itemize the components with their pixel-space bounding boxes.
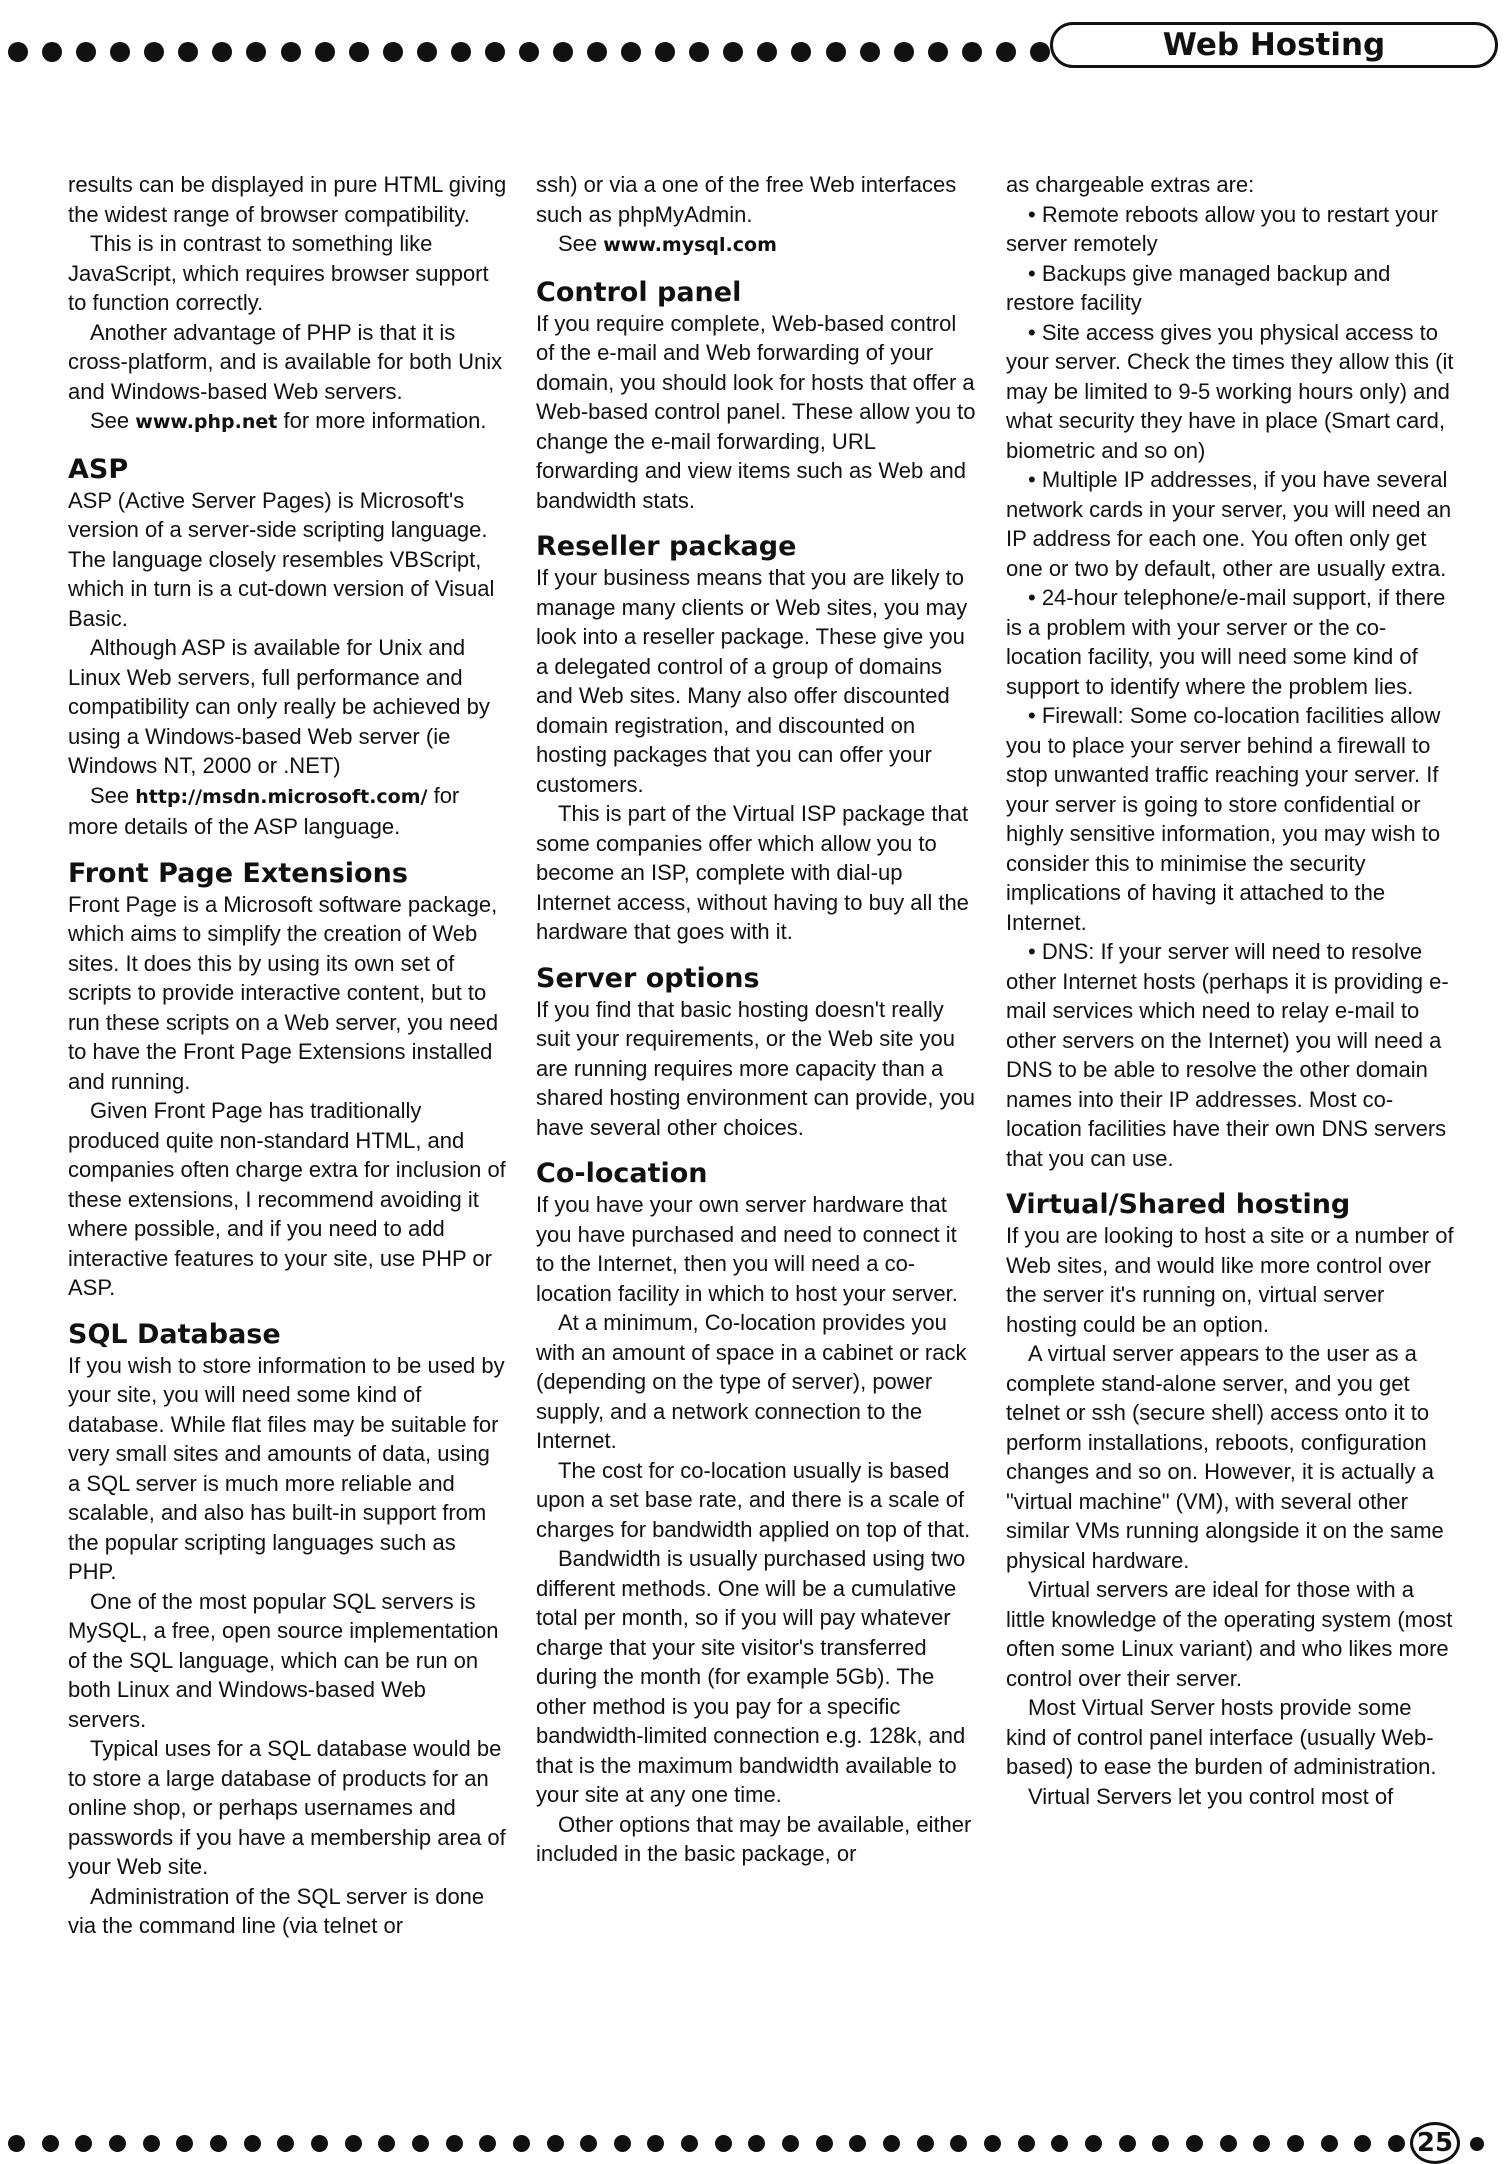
decorative-dot [345, 2135, 362, 2152]
text-column-2 [536, 170, 976, 1869]
paragraph [536, 229, 976, 261]
decorative-dot [894, 42, 914, 62]
decorative-dot [553, 42, 573, 62]
paragraph: At a minimum, Co-location provides you with an amount of space in a cabinet or rack (depending on the type of server), power supply, and a network connection to the Internet. [536, 1310, 967, 1453]
decorative-dot [417, 42, 437, 62]
bullet-item: • Multiple IP addresses, if you have several network cards in your server, you will need an IP address for each one. You often only get one or two by default, other are usually extra. [1006, 467, 1452, 581]
decorative-dot [1152, 2135, 1169, 2152]
paragraph: This is in contrast to something like JavaScript, which requires browser support to function correctly. [68, 231, 489, 315]
paragraph: Other options that may be available, either included in the basic package, or [536, 1811, 972, 1866]
msdn-link[interactable]: http://msdn.microsoft.com/ [135, 785, 428, 808]
heading-reseller-package: Reseller package [536, 531, 797, 562]
paragraph: Although ASP is available for Unix and Linux Web servers, full performance and compatibility can only really be achieved by using a Windows-based Web server (ie Windows NT, 2000 or .NET) [68, 635, 490, 778]
decorative-dot [1186, 2135, 1203, 2152]
decorative-dot [1354, 2135, 1371, 2152]
decorative-dot [1051, 2135, 1068, 2152]
decorative-dot [75, 2135, 92, 2152]
decorative-dot [446, 2135, 463, 2152]
text: See [90, 782, 136, 808]
bullet-item: • Remote reboots allow you to restart your server remotely [1006, 201, 1438, 256]
decorative-dot [513, 2135, 530, 2152]
heading-server-options: Server options [536, 962, 760, 994]
decorative-dot [315, 42, 335, 62]
decorative-dot [110, 42, 130, 62]
decorative-dot [826, 42, 846, 62]
decorative-dot [277, 2135, 294, 2152]
paragraph: The cost for co-location usually is based upon a set base rate, and there is a scale of charges for bandwidth applied on top of that. [536, 1457, 971, 1542]
paragraph: ssh) or via a one of the free Web interfaces such as phpMyAdmin. [536, 172, 957, 227]
text: See [90, 408, 136, 433]
decorative-dot [144, 42, 164, 62]
heading-asp: ASP [68, 453, 129, 485]
text-column-1 [68, 170, 508, 1941]
decorative-dot [655, 42, 675, 62]
decorative-dot [883, 2135, 900, 2152]
paragraph: Front Page is a Microsoft software package, which aims to simplify the creation of Web sites. It does this by using its own set of scripts to provide interactive content, but to run these scripts on a Web server, you need to have the Front Page Extensions installed and running. [68, 891, 499, 1094]
paragraph: Virtual Servers let you control most of [1028, 1783, 1394, 1809]
decorative-dot [984, 2135, 1001, 2152]
heading-sql-database: SQL Database [68, 1318, 281, 1350]
paragraph: as chargeable extras are: [1006, 172, 1255, 197]
decorative-dot [1018, 2135, 1035, 2152]
decorative-dot [8, 42, 28, 62]
decorative-dot [614, 2135, 631, 2152]
decorative-dot [621, 42, 641, 62]
decorative-dot [178, 42, 198, 62]
paragraph: If you require complete, Web-based control of the e-mail and Web forwarding of your domain, you should look for hosts that offer a Web-based control panel. These allow you to change the e-mail forwarding, URL forwarding and view items such as Web and bandwidth stats. [536, 310, 976, 513]
decorative-dot [1220, 2135, 1237, 2152]
decorative-dot [1253, 2135, 1270, 2152]
header-dot-rule [0, 42, 1050, 62]
bullet-item: • Firewall: Some co-location facilities allow you to place your server behind a firewall to stop unwanted traffic reaching your server. If your server is going to store confidential or highly sensitive information, you may wish to consider this to minimise the security implications of having it attached to the Internet. [1006, 703, 1441, 935]
decorative-dot [311, 2135, 328, 2152]
paragraph: Administration of the SQL server is done via the command line (via telnet or [68, 1883, 485, 1938]
paragraph: If your business means that you are likely to manage many clients or Web sites, you may look into a reseller package. These give you a delegated control of a group of domains and Web sites. Many also offer discounted domain registration, and discounted on hosting packages that you can offer your customers. [536, 565, 968, 797]
bullet-item: • DNS: If your server will need to resolve other Internet hosts (perhaps it is providing e-mail services which need to relay e-mail to other servers on the Internet) you will need a DNS to be able to resolve the other domain names into their IP addresses. Most co-location facilities have their own DNS servers that you can use. [1006, 939, 1449, 1171]
mysql-link[interactable]: www.mysql.com [603, 234, 777, 256]
php-link[interactable]: www.php.net [135, 411, 278, 433]
decorative-dot [519, 42, 539, 62]
decorative-dot [244, 2135, 261, 2152]
heading-co-location: Co-location [536, 1158, 708, 1189]
heading-front-page-extensions: Front Page Extensions [68, 857, 408, 889]
heading-virtual-shared-hosting: Virtual/Shared hosting [1006, 1189, 1351, 1220]
decorative-dot [723, 42, 743, 62]
paragraph: Another advantage of PHP is that it is cross-platform, and is available for both Unix and Windows-based Web servers. [68, 319, 503, 404]
decorative-dot [647, 2135, 664, 2152]
decorative-dot [281, 42, 301, 62]
decorative-dot [757, 42, 777, 62]
decorative-dot [1287, 2135, 1304, 2152]
decorative-dot [349, 42, 369, 62]
footer-dot-rule [0, 2135, 1405, 2152]
heading-control-panel: Control panel [536, 276, 742, 308]
decorative-dot [816, 2135, 833, 2152]
decorative-dot [1388, 2135, 1405, 2152]
decorative-dot [1030, 42, 1050, 62]
paragraph: This is part of the Virtual ISP package that some companies offer which allow you to become an ISP, complete with dial-up Internet access, without having to buy all the hardware that goes with it. [536, 801, 969, 944]
decorative-dot [246, 42, 266, 62]
decorative-dot [849, 2135, 866, 2152]
footer-trailing-dot [1470, 2137, 1484, 2151]
decorative-dot [212, 42, 232, 62]
decorative-dot [689, 42, 709, 62]
decorative-dot [917, 2135, 934, 2152]
text: See [558, 231, 604, 256]
decorative-dot [479, 2135, 496, 2152]
paragraph: Given Front Page has traditionally produced quite non-standard HTML, and companies often charge extra for inclusion of these extensions, I recommend avoiding it where possible, and if you need to add interactive features to your site, use PHP or ASP. [68, 1098, 506, 1300]
decorative-dot [1321, 2135, 1338, 2152]
decorative-dot [547, 2135, 564, 2152]
decorative-dot [143, 2135, 160, 2152]
decorative-dot [580, 2135, 597, 2152]
paragraph: Virtual servers are ideal for those with a little knowledge of the operating system (most often some Linux variant) and who likes more control over their server. [1006, 1577, 1453, 1691]
text: for more details of the ASP language. [68, 782, 460, 839]
decorative-dot [715, 2135, 732, 2152]
section-title: Web Hosting [1162, 27, 1386, 63]
decorative-dot [1119, 2135, 1136, 2152]
decorative-dot [378, 2135, 395, 2152]
decorative-dot [1085, 2135, 1102, 2152]
paragraph: ASP (Active Server Pages) is Microsoft's version of a server-side scripting language. The language closely resembles VBScript, which in turn is a cut-down version of Visual Basic. [68, 487, 495, 631]
decorative-dot [950, 2135, 967, 2152]
paragraph: Typical uses for a SQL database would be to store a large database of products for an online shop, or perhaps usernames and passwords if you have a membership area of your Web site. [68, 1736, 506, 1879]
bullet-item: • 24-hour telephone/e-mail support, if there is a problem with your server or the co-location facility, you will need some kind of support to identify where the problem lies. [1006, 585, 1446, 699]
decorative-dot [962, 42, 982, 62]
paragraph: Most Virtual Server hosts provide some kind of control panel interface (usually Web-based) to ease the burden of administration. [1006, 1695, 1437, 1779]
text: for more information. [277, 408, 487, 433]
decorative-dot [8, 2135, 25, 2152]
paragraph: results can be displayed in pure HTML giving the widest range of browser compatibility. [68, 172, 507, 227]
decorative-dot [109, 2135, 126, 2152]
decorative-dot [383, 42, 403, 62]
decorative-dot [782, 2135, 799, 2152]
decorative-dot [928, 42, 948, 62]
decorative-dot [451, 42, 471, 62]
paragraph [68, 406, 508, 438]
bullet-item: • Site access gives you physical access to your server. Check the times they allow this (it may be limited to 9-5 working hours only) and what security they have in place (Smart card, biometric and so on) [1006, 319, 1454, 463]
paragraph: Bandwidth is usually purchased using two different methods. One will be a cumulative total per month, so if you will pay whatever charge that your site visitor's transferred during the month (for example 5Gb). The other method is you pay for a specific bandwidth-limited connection e.g. 128k, and that is the maximum bandwidth available to your site at any one time. [536, 1546, 966, 1807]
decorative-dot [210, 2135, 227, 2152]
paragraph: If you are looking to host a site or a number of Web sites, and would like more control over the server it's running on, virtual server hosting could be an option. [1006, 1223, 1454, 1337]
decorative-dot [76, 42, 96, 62]
paragraph: If you find that basic hosting doesn't really suit your requirements, or the Web site you are running requires more capacity than a shared hosting environment can provide, you have several other choices. [536, 996, 976, 1140]
decorative-dot [996, 42, 1016, 62]
section-title-banner [1050, 22, 1498, 68]
paragraph: If you have your own server hardware that you have purchased and need to connect it to the Internet, then you will need a co-location facility in which to host your server. [536, 1192, 958, 1306]
decorative-dot [587, 42, 607, 62]
paragraph: One of the most popular SQL servers is MySQL, a free, open source implementation of the SQL language, which can be run on both Linux and Windows-based Web servers. [68, 1588, 499, 1732]
text-column-3 [1006, 170, 1456, 1811]
page-number-badge [1410, 2122, 1460, 2164]
bullet-item: • Backups give managed backup and restore facility [1006, 260, 1391, 315]
decorative-dot [176, 2135, 193, 2152]
decorative-dot [485, 42, 505, 62]
page-number: 25 [1416, 2128, 1454, 2158]
paragraph: A virtual server appears to the user as a complete stand-alone server, and you get telnet or ssh (secure shell) access onto it to perform installations, reboots, configuration changes and so on. However, it is actually a "virtual machine" (VM), with several other similar VMs running alongside it on the same physical hardware. [1006, 1341, 1444, 1573]
decorative-dot [791, 42, 811, 62]
paragraph: If you wish to store information to be used by your site, you will need some kind of database. While flat files may be suitable for very small sites and amounts of data, using a SQL server is much more reliable and scalable, and also has built-in support from the popular scripting languages such as PHP. [68, 1352, 505, 1584]
decorative-dot [42, 2135, 59, 2152]
decorative-dot [748, 2135, 765, 2152]
decorative-dot [412, 2135, 429, 2152]
paragraph [68, 781, 508, 842]
decorative-dot [42, 42, 62, 62]
decorative-dot [860, 42, 880, 62]
decorative-dot [681, 2135, 698, 2152]
